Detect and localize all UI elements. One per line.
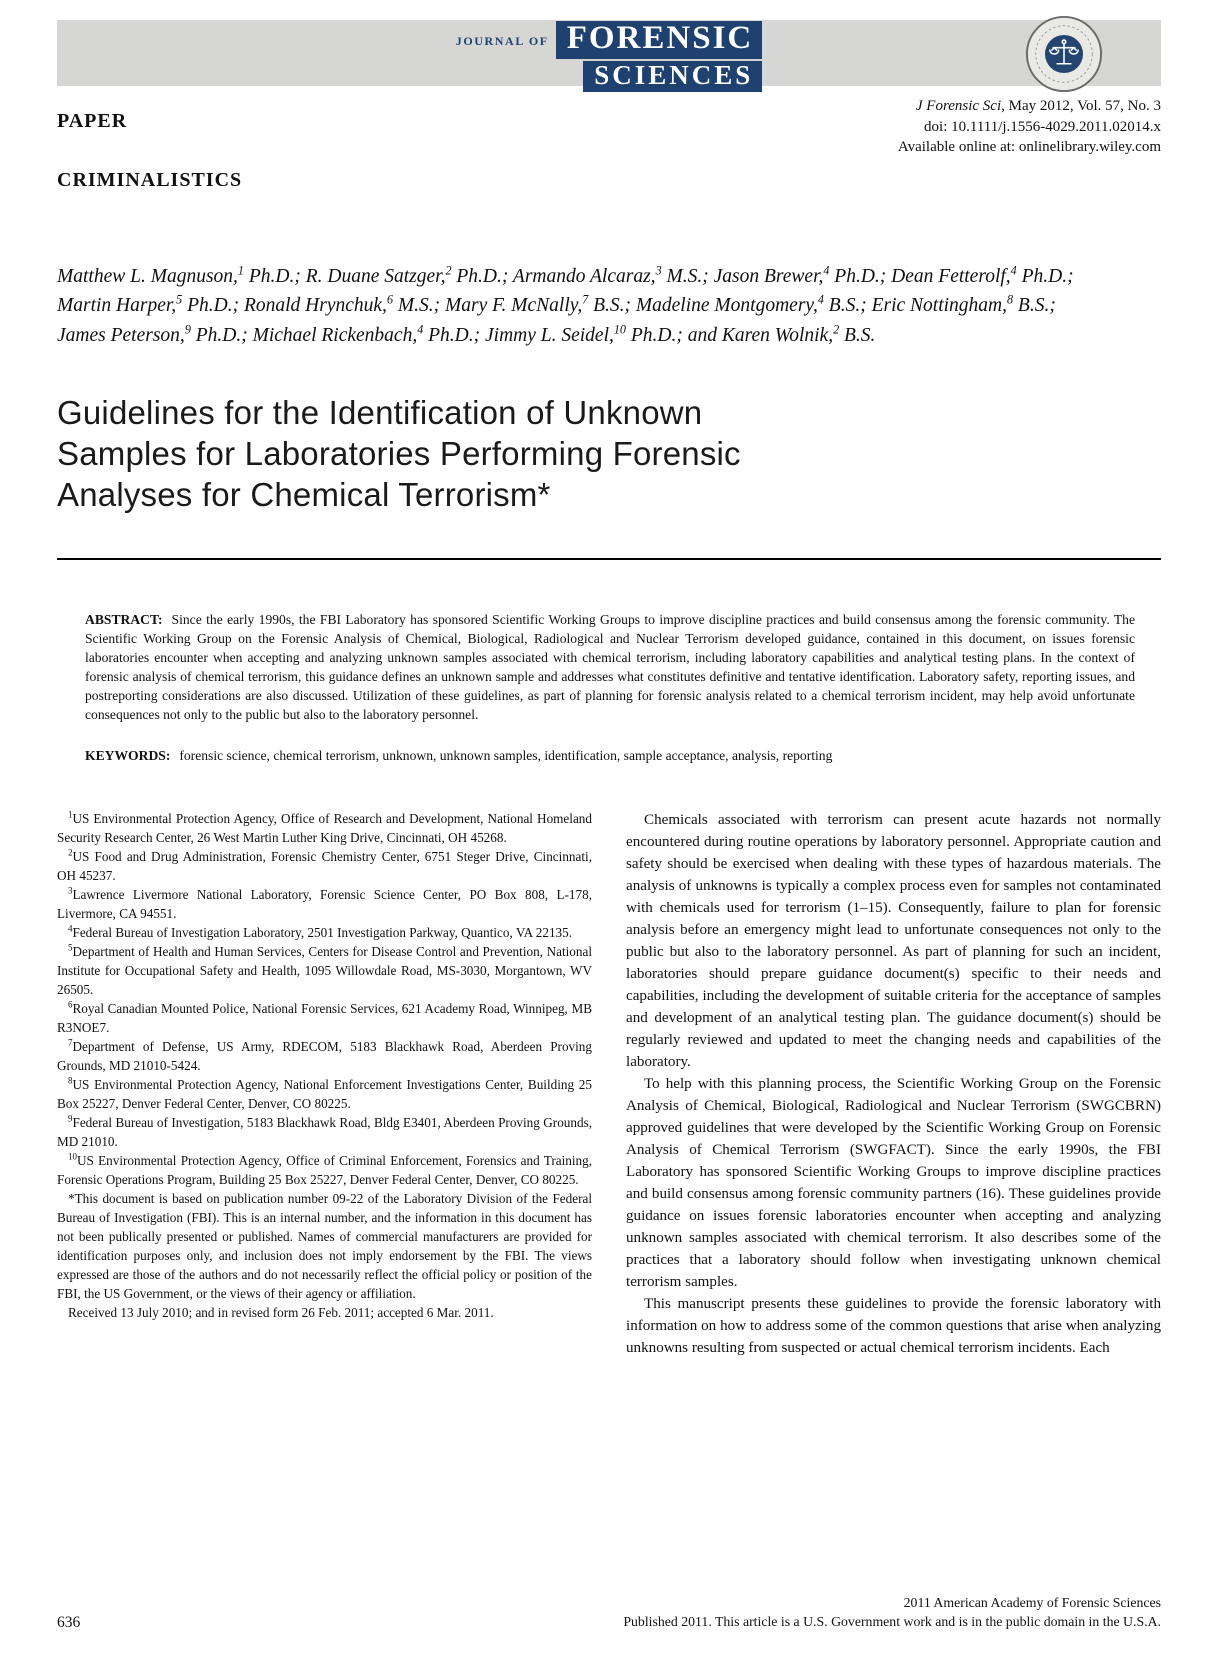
- abstract-label: ABSTRACT:: [85, 611, 163, 627]
- body-column: [626, 809, 1161, 1360]
- body-paragraph: Chemicals associated with terrorism can present acute hazards not normally encountered during routine operations by laboratory personnel. Appropriate caution and safety should be exercised when dealing with these types of hazardous materials. The analysis of unknowns is typically a complex process even for samples not contaminated with chemicals used for terrorism (1–15). Consequently, failure to plan for forensic analysis before an emergency might lead to unfortunate consequences not only to the public but also to the laboratory personnel. As part of planning for such an incident, laboratories should prepare guidance document(s) specific to their needs and capabilities, including the development of suitable criteria for the acceptance of samples and development of an analytical testing plan. The guidance document(s) should be regularly reviewed and updated to meet the changing needs and capabilities of the laboratory.: [626, 811, 1161, 1071]
- doi-line: doi: 10.1111/j.1556-4029.2011.02014.x: [924, 118, 1161, 135]
- content-columns: [57, 809, 1161, 1360]
- author-list: Matthew L. Magnuson,$^1$ Ph.D.; R. Duane Satzger,$^2$ Ph.D.; Armando Alcaraz,$^3$ M.S.; Jason Brewer,$^4$ Ph.D.; Dean Fetterolf,$^4$ Ph.D.; Martin Harper,$^5$ Ph.D.; Ronald Hrynchuk,$^6$ M.S.; Mary F. McNally,$^7$ B.S.; Madeline Montgomery,$^4$ B.S.; Eric Nottingham,$^8$ B.S.; James Peterson,$^9$ Ph.D.; Michael Rickenbach,$^4$ Ph.D.; Jimmy L. Seidel,$^{10}$ Ph.D.; and Karen Wolnik,$^2$ B.S.: [57, 263, 1074, 346]
- journal-of-label: JOURNAL OF: [455, 34, 549, 48]
- keywords-label: KEYWORDS:: [85, 747, 171, 763]
- paper-label: PAPER: [57, 110, 128, 132]
- footnote: $^7$Department of Defense, US Army, RDECOM, 5183 Blackhawk Road, Aberdeen Proving Grounds, MD 21010-5424.: [57, 1037, 592, 1073]
- keywords-section: [57, 746, 1161, 765]
- page-number: 636: [57, 1614, 81, 1631]
- title-line: Analyses for Chemical Terrorism*: [57, 476, 551, 514]
- section-labels: [57, 96, 242, 218]
- title-divider: [57, 558, 1161, 560]
- availability-line: Available online at: onlinelibrary.wiley.com: [897, 139, 1161, 156]
- header-row: [57, 96, 1161, 218]
- footnote: *This document is based on publication number 09-22 of the Laboratory Division of the Federal Bureau of Investigation (FBI). This is an internal number, and the information in this document has not been publically presented or published. Names of commercial manufacturers are provided for identification purposes only, and inclusion does not imply endorsement by the FBI. The views expressed are those of the authors and do not necessarily reflect the official policy or position of the FBI, the US Government, or the views of their agency or affiliation.: [57, 1190, 592, 1301]
- copyright-line: 2011 American Academy of Forensic Sciences: [903, 1594, 1161, 1610]
- citation-line: [898, 96, 1161, 117]
- article-title: [57, 392, 1161, 516]
- body-paragraph: To help with this planning process, the Scientific Working Group on the Forensic Analysis of Chemical, Biological, Radiological and Nuclear Terrorism (SWGCBRN) approved guidelines that were developed by the Scientific Working Group on Forensic Analysis of Chemical Terrorism (SWGFACT). Since the early 1990s, the FBI Laboratory has sponsored Scientific Working Groups to improve discipline practices and build consensus among forensic community partners (16). These guidelines provide guidance on issues forensic laboratories encounter when accepting and analyzing unknown samples associated with chemical terrorism. It also describes some of the practices that a laboratory should follow when investigating unknown chemical terrorism samples.: [626, 1076, 1161, 1291]
- issue-info: May 2012, Vol. 57, No. 3: [1004, 98, 1161, 114]
- page-footer: [57, 1593, 1161, 1632]
- publication-note: Published 2011. This article is a U.S. Government work and is in the public domain in the U.S.A.: [623, 1614, 1161, 1630]
- footnote: $^3$Lawrence Livermore National Laboratory, Forensic Science Center, PO Box 808, L-178, Livermore, CA 94551.: [57, 885, 592, 921]
- category-label: CRIMINALISTICS: [57, 169, 243, 191]
- abstract-section: [57, 610, 1161, 724]
- journal-abbrev: J Forensic Sci,: [915, 98, 1005, 114]
- journal-logo: [455, 20, 763, 90]
- title-line: Guidelines for the Identification of Unknown: [57, 393, 703, 431]
- abstract-text: Since the early 1990s, the FBI Laboratory has sponsored Scientific Working Groups to improve discipline practices and build consensus among the forensic community. The Scientific Working Group on the Forensic Analysis of Chemical, Biological, Radiological and Nuclear Terrorism developed guidance, contained in this document, on issues forensic laboratories encounter when accepting and analyzing unknown samples associated with chemical terrorism, including laboratory capabilities and analytical testing plans. In the context of forensic analysis of chemical terrorism, this guidance defines an unknown sample and addresses what constitutes definitive and tentative identification. Laboratory safety, reporting issues, and postreporting considerations are also discussed. Utilization of these guidelines, as part of planning for forensic analysis related to a chemical terrorism incident, may help avoid unfortunate consequences not only to the public but also to the laboratory personnel.: [85, 611, 1135, 722]
- footnote: $^4$Federal Bureau of Investigation Laboratory, 2501 Investigation Parkway, Quantico, VA 22135.: [68, 923, 573, 940]
- footnote: $^5$Department of Health and Human Services, Centers for Disease Control and Prevention, National Institute for Occupational Safety and Health, 1095 Willowdale Road, MS-3030, Morgantown, WV 26505.: [57, 942, 592, 997]
- body-paragraph: This manuscript presents these guidelines to provide the forensic laboratory with information on how to address some of the common questions that arise when analyzing unknowns resulting from suspected or actual chemical terrorism incidents. Each: [626, 1296, 1161, 1357]
- masthead-bar: [57, 20, 1161, 90]
- keywords-text: forensic science, chemical terrorism, unknown, unknown samples, identification, sample acceptance, analysis, reporting: [179, 747, 833, 763]
- sciences-wordmark: SCIENCES: [583, 61, 762, 93]
- journal-wordmark: [556, 21, 763, 92]
- footnote: $^1$US Environmental Protection Agency, Office of Research and Development, National Homeland Security Research Center, 26 West Martin Luther King Drive, Cincinnati, OH 45268.: [57, 809, 592, 845]
- footnote: $^6$Royal Canadian Mounted Police, National Forensic Services, 621 Academy Road, Winnipeg, MB R3NOE7.: [57, 999, 592, 1035]
- footnote: $^9$Federal Bureau of Investigation, 5183 Blackhawk Road, Bldg E3401, Aberdeen Proving Grounds, MD 21010.: [57, 1113, 592, 1149]
- title-line: Samples for Laboratories Performing Forensic: [57, 435, 741, 472]
- footnotes-column: [57, 809, 592, 1360]
- forensic-wordmark: FORENSIC: [556, 21, 763, 59]
- footnote: $^{10}$US Environmental Protection Agency, Office of Criminal Enforcement, Forensics and Training, Forensic Operations Program, Building 25 Box 25227, Denver Federal Center, Denver, CO 80225.: [57, 1151, 592, 1187]
- footnote: Received 13 July 2010; and in revised form 26 Feb. 2011; accepted 6 Mar. 2011.: [68, 1304, 494, 1320]
- aafs-seal-icon: [1025, 15, 1103, 93]
- footer-right: [623, 1593, 1161, 1632]
- footnote: $^2$US Food and Drug Administration, Forensic Chemistry Center, 6751 Steger Drive, Cincinnati, OH 45237.: [57, 847, 592, 883]
- footnote: $^8$US Environmental Protection Agency, National Enforcement Investigations Center, Building 25 Box 25227, Denver Federal Center, Denver, CO 80225.: [57, 1075, 592, 1111]
- citation-block: [898, 96, 1161, 218]
